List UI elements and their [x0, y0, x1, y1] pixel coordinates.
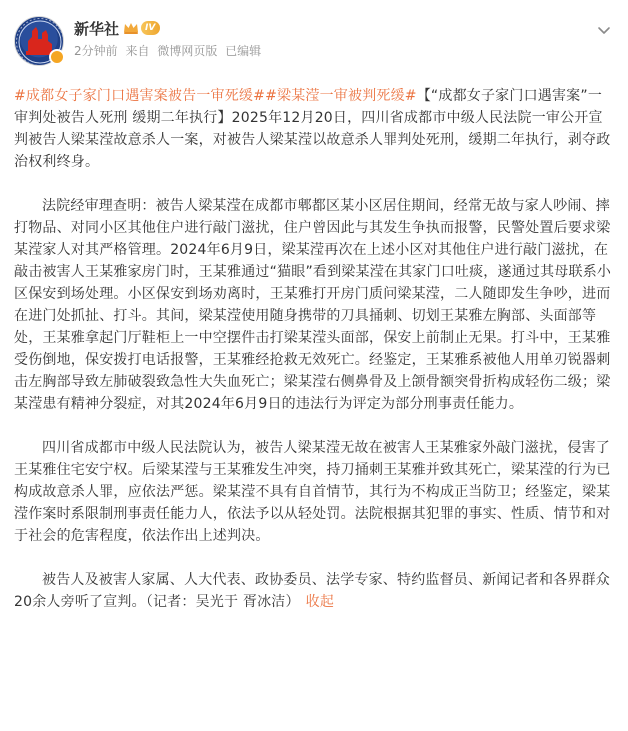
- post-time[interactable]: 2分钟前: [74, 44, 118, 58]
- edited-label[interactable]: 已编辑: [225, 44, 262, 58]
- chevron-down-icon[interactable]: [596, 22, 612, 38]
- verified-badge-icon: [49, 49, 65, 65]
- lead-text: 【“成都女子家门口遇害案”一审判处被告人死刑 缓期二年执行】2025年12月20日，四川省成都市中级人民法院一审公开宣判被告人梁某滢故意杀人一案，对被告人梁某滢以故意杀人罪判处死刑，缓期二年执行，剥夺政治权利终身。: [14, 88, 611, 170]
- closing-text: 被告人及被害人家属、人大代表、政协委员、法学专家、特约监督员、新闻记者和各界群众20余人旁听了宣判。（记者：吴光于 胥冰洁）: [14, 572, 610, 610]
- hashtag-link[interactable]: #梁某滢一审被判死缓#: [265, 88, 417, 104]
- level-badge[interactable]: IV: [141, 21, 160, 35]
- user-meta: [74, 16, 265, 58]
- hashtag-link[interactable]: #成都女子家门口遇害案被告一审死缓#: [14, 88, 266, 104]
- post-content: [14, 85, 614, 613]
- post-header: [14, 16, 614, 76]
- avatar[interactable]: [14, 16, 64, 66]
- collapse-link[interactable]: 收起: [305, 594, 335, 610]
- post-meta: [74, 42, 265, 58]
- crown-icon[interactable]: [123, 22, 139, 34]
- lead-paragraph: [14, 85, 614, 173]
- source-label: 来自: [125, 44, 150, 58]
- body-paragraph: [14, 569, 614, 613]
- post-source: 微博网页版: [157, 44, 218, 58]
- username[interactable]: 新华社: [74, 19, 120, 38]
- name-row: [74, 17, 265, 39]
- body-paragraph: 法院经审理查明：被告人梁某滢在成都市郫都区某小区居住期间，经常无故与家人吵闹、摔打物品、对同小区其他住户进行敲门滋扰，住户曾因此与其发生争执而报警，民警处置后要求梁某滢家人对其严格管理。2024年6月9日，梁某滢再次在上述小区对其他住户进行敲门滋扰，在敲击被害人王某雅家房门时，王某雅通过“猫眼”看到梁某滢在其家门口吐痰，遂通过其母联系小区保安到场处理。小区保安到场劝离时，王某雅打开房门质问梁某滢，二人随即发生争吵，进而在进门处抓扯、打斗。其间，梁某滢使用随身携带的刀具捅刺、切划王某雅左胸部、头面部等处，王某雅拿起门厅鞋柜上一中空摆件击打梁某滢头面部，保安上前制止无果。打斗中，王某雅受伤倒地，保安拨打电话报警，王某雅经抢救无效死亡。经鉴定，王某雅系被他人用单刃锐器刺击左胸部导致左肺破裂致急性大失血死亡；梁某滢右侧鼻骨及上颌骨额突骨折构成轻伤二级；梁某滢患有精神分裂症，对其2024年6月9日的违法行为评定为部分刑事责任能力。: [14, 198, 612, 412]
- body-paragraph: 四川省成都市中级人民法院认为，被告人梁某滢无故在被害人王某雅家外敲门滋扰，侵害了王某雅住宅安宁权。后梁某滢与王某雅发生冲突，持刀捅刺王某雅并致其死亡，梁某滢的行为已构成故意杀人罪，应依法严惩。梁某滢不具有自首情节，其行为不构成正当防卫；经鉴定，梁某滢作案时系限制刑事责任能力人，依法予以从轻处罚。法院根据其犯罪的事实、性质、情节和对于社会的危害程度，依法作出上述判决。: [14, 440, 611, 544]
